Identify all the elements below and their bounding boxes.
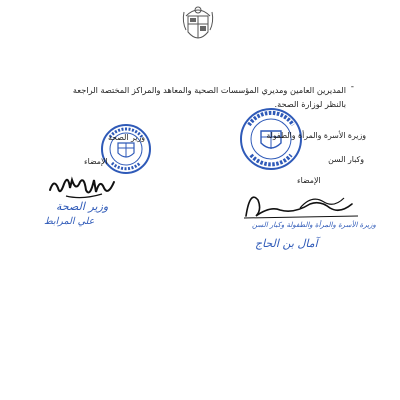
family-minister-name-stamp: آمال بن الحاج [255,237,318,250]
health-minister-name-stamp-line: وزير الصحة [56,200,109,213]
family-minister-signature-label: الإمضاء [297,176,321,185]
bullet-dash: - [350,82,354,92]
family-minister-title-line-2: وكبار السن [328,155,364,164]
tunisia-coat-of-arms-icon [178,2,218,46]
health-minister-signature-label: الإمضاء [84,157,108,166]
recipients-paragraph: المديرين العامين ومديري المؤسسات الصحية والمعاهد والمراكز المختصة الراجعة بالنظر لوزارة الصحة. [72,85,346,109]
family-minister-title-stamp: وزيرة الأسرة والمرأة والطفولة وكبار السن [252,221,376,229]
ministry-of-health-stamp [100,123,152,175]
family-minister-handwritten-signature [240,186,362,226]
health-minister-handwritten-signature [46,170,118,202]
family-minister-title-line-1: وزيرة الأسرة والمرأة والطفولة [266,131,366,140]
health-minister-name-stamp: علي المرابط [44,216,95,227]
health-minister-title: وزير الصحة [108,133,145,142]
